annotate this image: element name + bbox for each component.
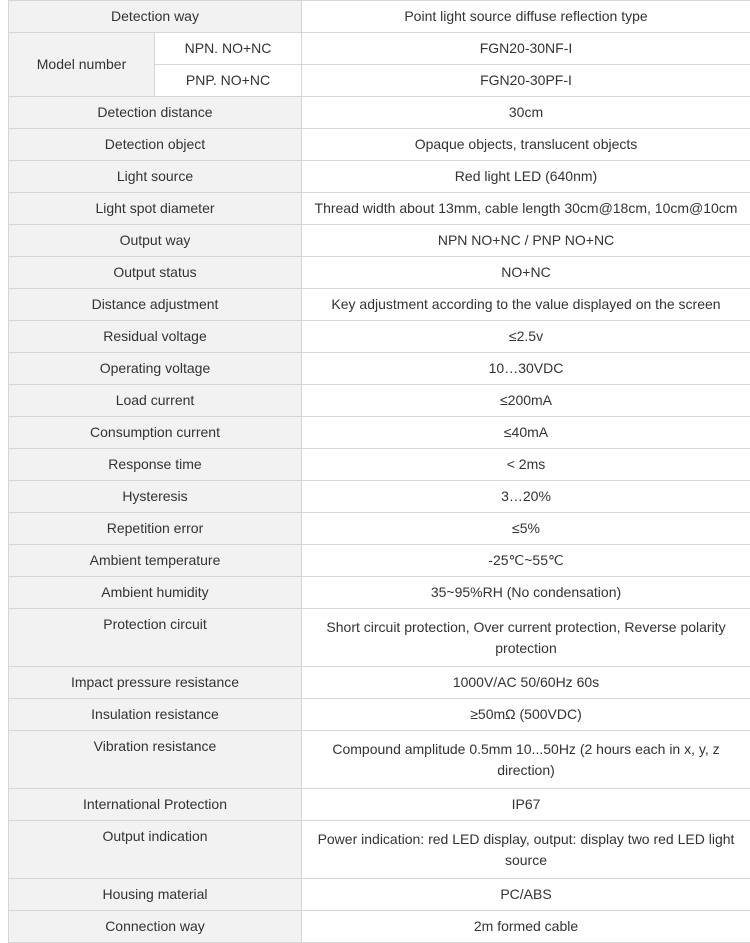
spec-value: ≤2.5v: [302, 321, 750, 353]
spec-row: [9, 481, 750, 513]
spec-row: [9, 731, 750, 789]
spec-value: ≤200mA: [302, 385, 750, 417]
spec-row: [9, 821, 750, 879]
spec-label: Repetition error: [9, 513, 302, 545]
spec-value: NPN NO+NC / PNP NO+NC: [302, 225, 750, 257]
spec-table: [8, 0, 750, 943]
spec-label: Output indication: [9, 821, 302, 879]
spec-row: [9, 667, 750, 699]
spec-value: 2m formed cable: [302, 911, 750, 943]
spec-label: Protection circuit: [9, 609, 302, 667]
spec-value: 30cm: [302, 97, 750, 129]
spec-value: 3…20%: [302, 481, 750, 513]
spec-label: Vibration resistance: [9, 731, 302, 789]
spec-value: Power indication: red LED display, output: display two red LED light source: [302, 821, 750, 879]
spec-row: [9, 97, 750, 129]
spec-label: Light spot diameter: [9, 193, 302, 225]
spec-label: Response time: [9, 449, 302, 481]
spec-value: -25℃~55℃: [302, 545, 750, 577]
spec-label: Load current: [9, 385, 302, 417]
spec-row: [9, 33, 750, 65]
spec-label: Ambient temperature: [9, 545, 302, 577]
spec-value: 10…30VDC: [302, 353, 750, 385]
spec-value: PC/ABS: [302, 879, 750, 911]
spec-row: [9, 257, 750, 289]
spec-row: [9, 513, 750, 545]
model-variant-label: PNP. NO+NC: [155, 65, 302, 97]
spec-row: [9, 911, 750, 943]
spec-label: Detection object: [9, 129, 302, 161]
spec-label: Residual voltage: [9, 321, 302, 353]
spec-value: ≤40mA: [302, 417, 750, 449]
spec-value: Point light source diffuse reflection type: [302, 1, 750, 33]
spec-label: Detection way: [9, 1, 302, 33]
spec-label: Light source: [9, 161, 302, 193]
spec-row: [9, 353, 750, 385]
spec-value: ≥50mΩ (500VDC): [302, 699, 750, 731]
spec-label: Consumption current: [9, 417, 302, 449]
spec-rows: [9, 97, 750, 943]
model-variant-value: FGN20-30PF-I: [302, 65, 750, 97]
spec-row: [9, 577, 750, 609]
spec-value: 1000V/AC 50/60Hz 60s: [302, 667, 750, 699]
spec-row: [9, 161, 750, 193]
spec-value: < 2ms: [302, 449, 750, 481]
spec-row: [9, 449, 750, 481]
model-variant-label: NPN. NO+NC: [155, 33, 302, 65]
spec-label: Detection distance: [9, 97, 302, 129]
spec-label: Connection way: [9, 911, 302, 943]
spec-value: Short circuit protection, Over current protection, Reverse polarity protection: [302, 609, 750, 667]
spec-value: NO+NC: [302, 257, 750, 289]
spec-value: ≤5%: [302, 513, 750, 545]
spec-label: Ambient humidity: [9, 577, 302, 609]
spec-row: [9, 1, 750, 33]
spec-label: Housing material: [9, 879, 302, 911]
spec-label: Impact pressure resistance: [9, 667, 302, 699]
spec-row: [9, 289, 750, 321]
spec-value: Red light LED (640nm): [302, 161, 750, 193]
spec-row: [9, 417, 750, 449]
spec-label: International Protection: [9, 789, 302, 821]
spec-label: Insulation resistance: [9, 699, 302, 731]
spec-row: [9, 129, 750, 161]
spec-row: [9, 789, 750, 821]
spec-row: [9, 225, 750, 257]
spec-label: Hysteresis: [9, 481, 302, 513]
spec-value: Key adjustment according to the value displayed on the screen: [302, 289, 750, 321]
spec-value: IP67: [302, 789, 750, 821]
model-number-label: Model number: [9, 33, 155, 97]
spec-value: 35~95%RH (No condensation): [302, 577, 750, 609]
spec-value: Thread width about 13mm, cable length 30cm@18cm, 10cm@10cm: [302, 193, 750, 225]
spec-row: [9, 609, 750, 667]
spec-row: [9, 545, 750, 577]
spec-label: Output way: [9, 225, 302, 257]
spec-row: [9, 699, 750, 731]
spec-value: Compound amplitude 0.5mm 10...50Hz (2 hours each in x, y, z direction): [302, 731, 750, 789]
spec-row: [9, 879, 750, 911]
spec-row: [9, 193, 750, 225]
spec-row: [9, 321, 750, 353]
spec-value: Opaque objects, translucent objects: [302, 129, 750, 161]
spec-row: [9, 385, 750, 417]
spec-label: Distance adjustment: [9, 289, 302, 321]
spec-label: Operating voltage: [9, 353, 302, 385]
spec-label: Output status: [9, 257, 302, 289]
model-variant-value: FGN20-30NF-I: [302, 33, 750, 65]
